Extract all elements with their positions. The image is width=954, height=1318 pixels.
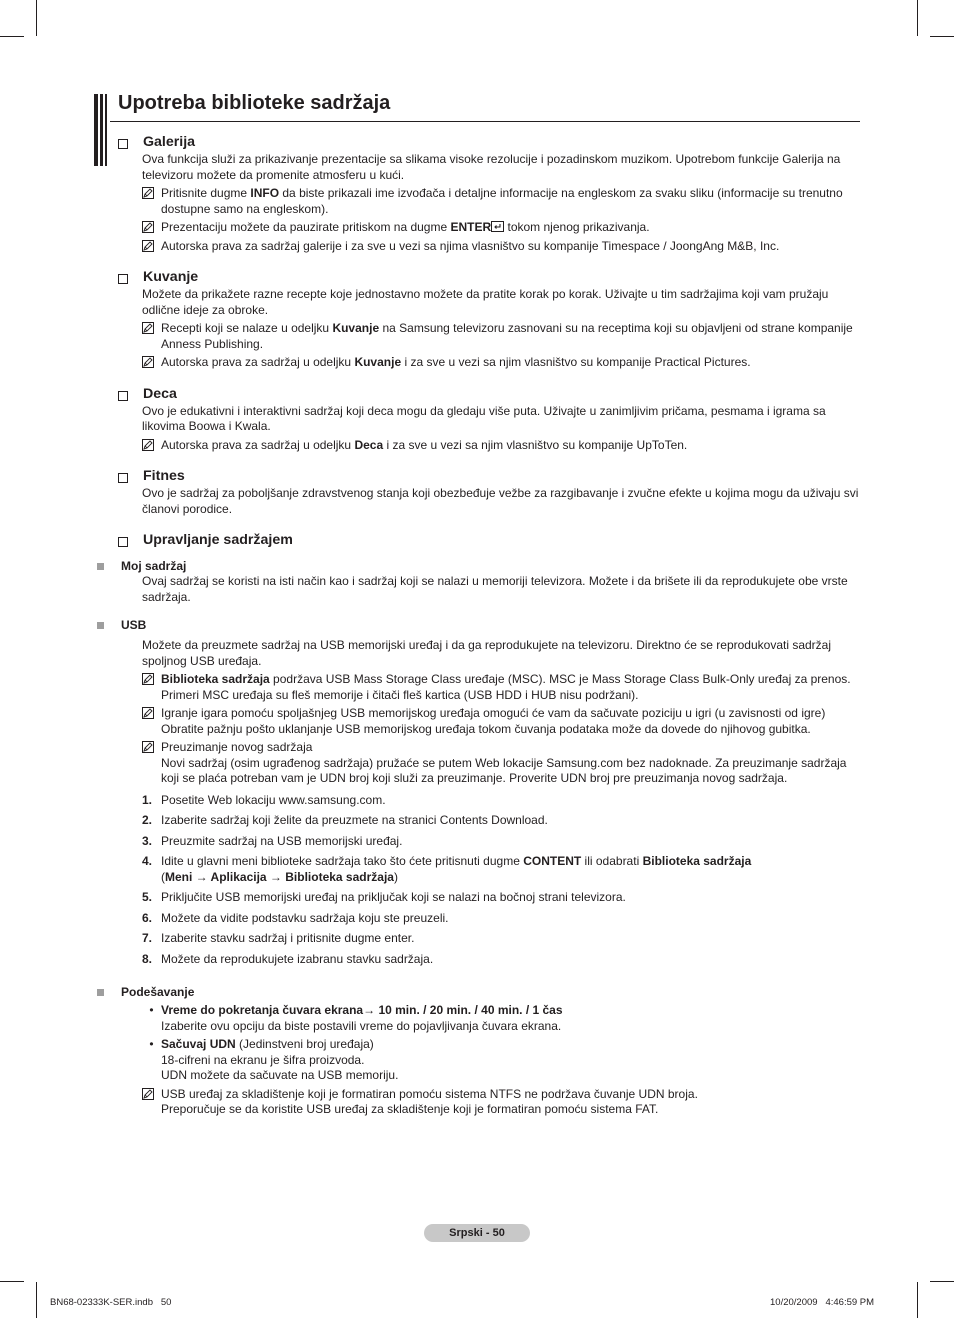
crop-mark — [0, 36, 24, 37]
footer-timestamp: 10/20/2009 4:46:59 PM — [770, 1297, 875, 1308]
subsection-title-moj: Moj sadržaj — [121, 559, 187, 573]
title-divider — [110, 121, 860, 122]
section-title-galerija: Galerija — [143, 134, 196, 150]
list-item — [149, 1037, 862, 1084]
note-icon — [142, 741, 154, 753]
checkbox-square-icon — [118, 537, 128, 547]
note-text: Igranje igara pomoću spoljašnjeg USB memorijskog uređaja omogući će vam da sačuvate poziciju u igri (u zavisnosti od igre) Obratite pažnju pošto uklanjanje USB memorijskog uređaja tokom čuvanja podataka može da dovede do njihovog gubitka. — [161, 706, 826, 736]
section-body: Ovo je sadržaj za poboljšanje zdravstvenog stanja koji obezbeđuje vežbe za razgibavanje i zvučne efekte u kojima mogu da uživaju svi članovi porodice. — [142, 486, 859, 516]
note-bold: ENTER — [450, 220, 492, 234]
enter-icon — [491, 221, 504, 232]
note — [142, 186, 862, 217]
main-content — [118, 133, 862, 1118]
note-icon — [142, 322, 154, 334]
note-icon — [142, 240, 154, 252]
note-text: Novi sadržaj (osim ugrađenog sadržaja) pružaće se putem Web lokacije Samsung.com bez nadoknade. Za preuzimanje sadržaja koji se plaća potreban vam je UDN broj koji služi za preuzimanje. Proverite UDN broj pre preuzimanja novog sadržaja. — [161, 755, 847, 785]
bullet-text: Izaberite ovu opciju da biste postavili vreme do pojavljivanja čuvara ekrana. — [161, 1018, 562, 1033]
note-text: i za sve u vezi sa njim vlasništvo su kompanije UpToTen. — [383, 437, 688, 452]
note-text: tokom njenog prikazivanja. — [504, 220, 650, 234]
step-bold: CONTENT — [523, 854, 582, 868]
note-bold: Biblioteka sadržaja — [161, 672, 270, 686]
checkbox-square-icon — [118, 391, 128, 401]
page-number-badge: Srpski - 50 — [424, 1224, 530, 1242]
note-icon — [142, 707, 154, 719]
spacer — [118, 550, 862, 558]
bullet-content — [161, 1037, 398, 1084]
checkbox-square-icon — [118, 473, 128, 483]
section-galerija — [118, 133, 862, 254]
note-text: Autorska prava za sadržaj galerije i za sve u vezi sa njima vlasništvo su kompanije Timespace / JoongAng M&B, Inc. — [161, 238, 780, 253]
footer-file-info: BN68-02333K-SER.indb 50 — [50, 1297, 172, 1308]
note — [142, 438, 862, 454]
checkbox-square-icon — [118, 274, 128, 284]
section-title-kuvanje: Kuvanje — [143, 269, 199, 285]
note-text: na Samsung televizoru zasnovani su na receptima koji su objavljeni od strane kompanije Anness Publishing. — [161, 321, 853, 351]
step-number: 5. — [142, 890, 153, 904]
list-item — [142, 890, 862, 906]
step-text-part: Idite u glavni meni biblioteke sadržaja tako što ćete pritisnuti dugme — [161, 854, 524, 868]
bullet-text: 18-cifreni na ekranu je šifra proizvoda. — [161, 1052, 365, 1067]
bullet-icon: • — [149, 1003, 154, 1017]
crop-mark — [917, 1282, 918, 1318]
section-heading — [118, 531, 862, 550]
step-text-part: ( — [161, 869, 165, 884]
note-text: podržava USB Mass Storage Class uređaje (MSC). MSC je Mass Storage Class Bulk-Only uređaj za prenos. Primeri MSC uređaja su fleš memorije i čitači fleš kartica (USB HDD i HUB nisu podržani). — [161, 672, 851, 702]
note-text: Recepti koji se nalaze u odeljku — [161, 321, 333, 335]
step-number: 2. — [142, 813, 153, 827]
note-icon — [142, 187, 154, 199]
steps-list — [142, 793, 862, 968]
spacer — [118, 972, 862, 984]
note — [142, 355, 862, 371]
list-item — [142, 793, 862, 809]
note-bold: INFO — [250, 186, 280, 200]
list-item — [142, 813, 862, 829]
step-number: 1. — [142, 792, 153, 807]
bullet-bold: Sačuvaj UDN — [161, 1037, 236, 1051]
spacer — [118, 371, 862, 385]
list-item — [149, 1003, 862, 1034]
spacer — [118, 254, 862, 268]
crop-mark — [930, 1281, 954, 1282]
subsection-body: Možete da preuzmete sadržaj na USB memorijski uređaj i da ga reprodukujete na televizoru. Direktno će se reprodukovati sadržaj spoljnog USB uređaja. — [142, 638, 832, 668]
square-bullet-icon — [97, 989, 104, 996]
checkbox-square-icon — [118, 139, 128, 149]
section-body: Ova funkcija služi za prikazivanje prezentacije sa slikama visoke rezolucije i pozadinskom muzikom. Upotrebom funkcije Galerija na televizoru možete da promenite atmosferu u kući. — [142, 152, 841, 182]
subsection-body: Ovaj sadržaj se koristi na isti način kao i sadržaj koji se nalazi u memoriji televizora. Možete i da brišete ili da reprodukujete obe vrste sadržaja. — [142, 574, 848, 604]
note — [142, 220, 862, 236]
step-text — [161, 854, 751, 885]
note-bold: Deca — [354, 437, 384, 452]
square-bullet-icon — [97, 622, 104, 629]
subsection-heading — [94, 558, 862, 574]
note — [142, 706, 862, 737]
note — [142, 239, 862, 255]
arrow-text: → — [363, 1003, 376, 1017]
list-item — [142, 911, 862, 927]
note-text: Autorska prava za sadržaj u odeljku — [161, 355, 355, 369]
step-bold: Biblioteka sadržaja — [642, 854, 752, 868]
crop-mark — [36, 1282, 37, 1318]
bullet-content — [161, 1003, 563, 1034]
subsection-title-podesavanje: Podešavanje — [121, 985, 195, 999]
subsection-heading — [94, 984, 862, 1000]
spacer — [118, 605, 862, 617]
bullet-title — [161, 1037, 398, 1053]
section-title-upravljanje: Upravljanje sadržajem — [143, 532, 293, 548]
list-item — [142, 931, 862, 947]
step-text: Preuzmite sadržaj na USB memorijski uređaj. — [161, 833, 403, 848]
step-text: Možete da reprodukujete izabranu stavku sadržaja. — [161, 951, 434, 966]
section-title-fitnes: Fitnes — [143, 468, 185, 484]
title-bar-decoration — [94, 94, 98, 166]
note-icon — [142, 673, 154, 685]
title-bar-decoration — [100, 94, 103, 166]
note-text: USB uređaj za skladištenje koji je formatiran pomoću sistema NTFS ne podržava čuvanje UDN broja. — [161, 1086, 698, 1101]
step-number: 4. — [142, 854, 153, 868]
square-bullet-icon — [97, 563, 104, 570]
section-kuvanje — [118, 268, 862, 371]
note-text: da biste prikazali ime izvođača i detaljne informacije na engleskom za svaku sliku (informacije su trenutno dostupne samo na engleskom). — [161, 186, 843, 216]
section-body: Ovo je edukativni i interaktivni sadržaj koji deca mogu da gledaju više puta. Uživajte u zanimljivim pričama, pesmama i igrama sa likovima Boowa i Kwala. — [142, 403, 826, 433]
step-text: Možete da vidite podstavku sadržaja koju ste preuzeli. — [161, 910, 449, 925]
note-icon — [142, 356, 154, 368]
note-bold: Kuvanje — [354, 355, 402, 369]
bullet-bold: Vreme do pokretanja čuvara ekrana — [161, 1003, 364, 1017]
bullet-text: (Jedinstveni broj uređaja) — [235, 1037, 374, 1051]
note-text: Preporučuje se da koristite USB uređaj za skladištenje koji je formatiran pomoću sistema FAT. — [161, 1102, 659, 1116]
note-text: Pritisnite dugme — [161, 186, 251, 200]
step-text-part: ili odabrati — [581, 854, 643, 868]
step-number: 3. — [142, 833, 153, 848]
crop-mark — [36, 0, 37, 36]
spacer — [118, 453, 862, 467]
subsection-heading — [94, 617, 862, 633]
note-icon — [142, 439, 154, 451]
note-text: Prezentaciju možete da pauzirate pritiskom na dugme — [161, 220, 451, 234]
section-title-deca: Deca — [143, 385, 177, 402]
note-text: Autorska prava za sadržaj u odeljku — [161, 437, 355, 452]
note — [142, 321, 862, 352]
section-fitnes — [118, 467, 862, 517]
section-upravljanje — [118, 531, 862, 1118]
section-heading — [118, 467, 862, 486]
note — [142, 672, 862, 703]
crop-mark — [917, 0, 918, 36]
step-number: 6. — [142, 910, 153, 925]
step-text: Posetite Web lokaciju www.samsung.com. — [161, 792, 386, 807]
step-bold: Meni → Aplikacija → Biblioteka sadržaja — [165, 869, 394, 884]
note — [142, 1087, 862, 1118]
list-item — [142, 834, 862, 850]
page-title: Upotreba biblioteke sadržaja — [118, 92, 391, 114]
subsection-title-usb: USB — [121, 618, 147, 632]
step-text-part: ) — [393, 869, 398, 884]
spacer — [118, 517, 862, 531]
note-bold: Kuvanje — [332, 321, 380, 335]
section-body: Možete da prikažete razne recepte koje jednostavno možete da pratite korak po korak. Uživajte u tim sadržajima koji vam pružaju odlične ideje za obroke. — [142, 287, 829, 317]
bullet-bold: 10 min. / 20 min. / 40 min. / 1 čas — [375, 1003, 563, 1017]
step-text: Izaberite stavku sadržaj i pritisnite dugme enter. — [161, 931, 415, 945]
section-heading — [118, 133, 862, 152]
bullet-text: UDN možete da sačuvate na USB memoriju. — [161, 1068, 399, 1082]
note-icon — [142, 221, 154, 233]
step-number: 7. — [142, 931, 153, 945]
bullet-title — [161, 1003, 563, 1019]
section-deca — [118, 385, 862, 454]
note — [142, 740, 862, 787]
step-number: 8. — [142, 951, 153, 966]
crop-mark — [0, 1281, 24, 1282]
step-text: Priključite USB memorijski uređaj na priključak koji se nalazi na bočnoj strani televizora. — [161, 890, 626, 904]
section-heading — [118, 385, 862, 404]
section-heading — [118, 268, 862, 287]
title-bar-decoration — [105, 94, 107, 166]
list-item — [142, 854, 862, 885]
list-item — [142, 952, 862, 968]
note-title: Preuzimanje novog sadržaja — [161, 740, 313, 754]
crop-mark — [930, 36, 954, 37]
step-text: Izaberite sadržaj koji želite da preuzmete na stranici Contents Download. — [161, 813, 548, 827]
bullet-icon: • — [149, 1037, 154, 1051]
note-icon — [142, 1088, 154, 1100]
note-text: i za sve u vezi sa njim vlasništvo su kompanije Practical Pictures. — [401, 355, 751, 369]
